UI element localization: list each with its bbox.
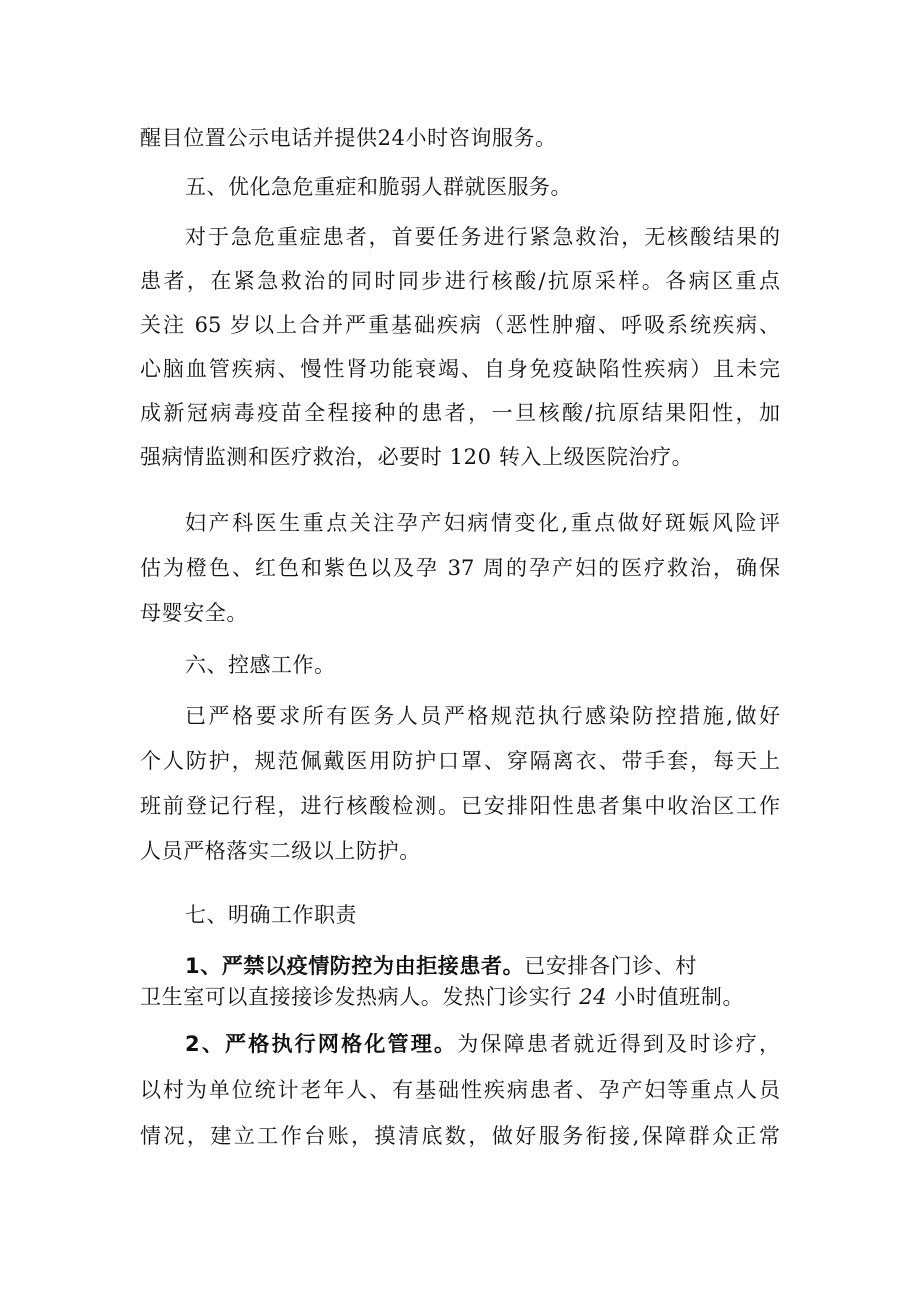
paragraph-line: 班前登记行程，进行核酸检测。已安排阳性患者集中收治区工作 (140, 794, 780, 818)
paragraph-line: 人员严格落实二级以上防护。 (140, 839, 421, 863)
item2-bold-title: 2、严格执行网格化管理。 (185, 1032, 458, 1056)
item2-text: 为保障患者就近得到及时诊疗， (457, 1032, 780, 1056)
paragraph-line: 以村为单位统计老年人、有基础性疾病患者、孕产妇等重点人员 (140, 1078, 780, 1102)
item1-line2-text: 卫生室可以直接接诊发热病人。发热门诊实行 (140, 985, 572, 1009)
item1-bold-title: 1、严禁以疫情防控为由拒接患者。 (185, 954, 525, 978)
paragraph-line: 强病情监测和医疗救治，必要时 120 转入上级医院治疗。 (140, 445, 694, 469)
section6-heading: 六、控感工作。 (185, 653, 336, 677)
item2-line1 (185, 1029, 780, 1059)
paragraph-line: 情况，建立工作台账，摸清底数，做好服务衔接,保障群众正常 (140, 1124, 780, 1148)
item1-line2 (140, 982, 744, 1012)
paragraph-line: 母婴安全。 (140, 601, 248, 625)
paragraph-line: 患者，在紧急救治的同时同步进行核酸/抗原采样。各病区重点 (140, 269, 780, 293)
item1-line2-end: 小时值班制。 (614, 985, 745, 1009)
paragraph-line: 关注 65 岁以上合并严重基础疾病（恶性肿瘤、呼吸系统疾病、 (140, 313, 780, 337)
paragraph-line: 心脑血管疾病、慢性肾功能衰竭、自身免疫缺陷性疾病）且未完 (140, 357, 780, 381)
section7-heading: 七、明确工作职责 (185, 903, 357, 927)
paragraph-line: 个人防护，规范佩戴医用防护口罩、穿隔离衣、带手套，每天上 (140, 749, 780, 773)
paragraph-line: 成新冠病毒疫苗全程接种的患者，一旦核酸/抗原结果阳性，加 (140, 401, 780, 425)
item1-text: 已安排各门诊、村 (524, 954, 698, 978)
item1-hours-number: 24 (579, 985, 608, 1009)
continuation-line: 醒目位置公示电话并提供24小时咨询服务。 (140, 126, 557, 150)
paragraph-line: 估为橙色、红色和紫色以及孕 37 周的孕产妇的医疗救治，确保 (140, 556, 780, 580)
paragraph-line: 对于急危重症患者，首要任务进行紧急救治，无核酸结果的 (185, 225, 780, 249)
item1-line1 (185, 951, 697, 981)
paragraph-line: 妇产科医生重点关注孕产妇病情变化,重点做好斑娠风险评 (185, 511, 780, 535)
section5-heading: 五、优化急危重症和脆弱人群就医服务。 (185, 175, 572, 199)
paragraph-line: 已严格要求所有医务人员严格规范执行感染防控措施,做好 (185, 704, 780, 728)
